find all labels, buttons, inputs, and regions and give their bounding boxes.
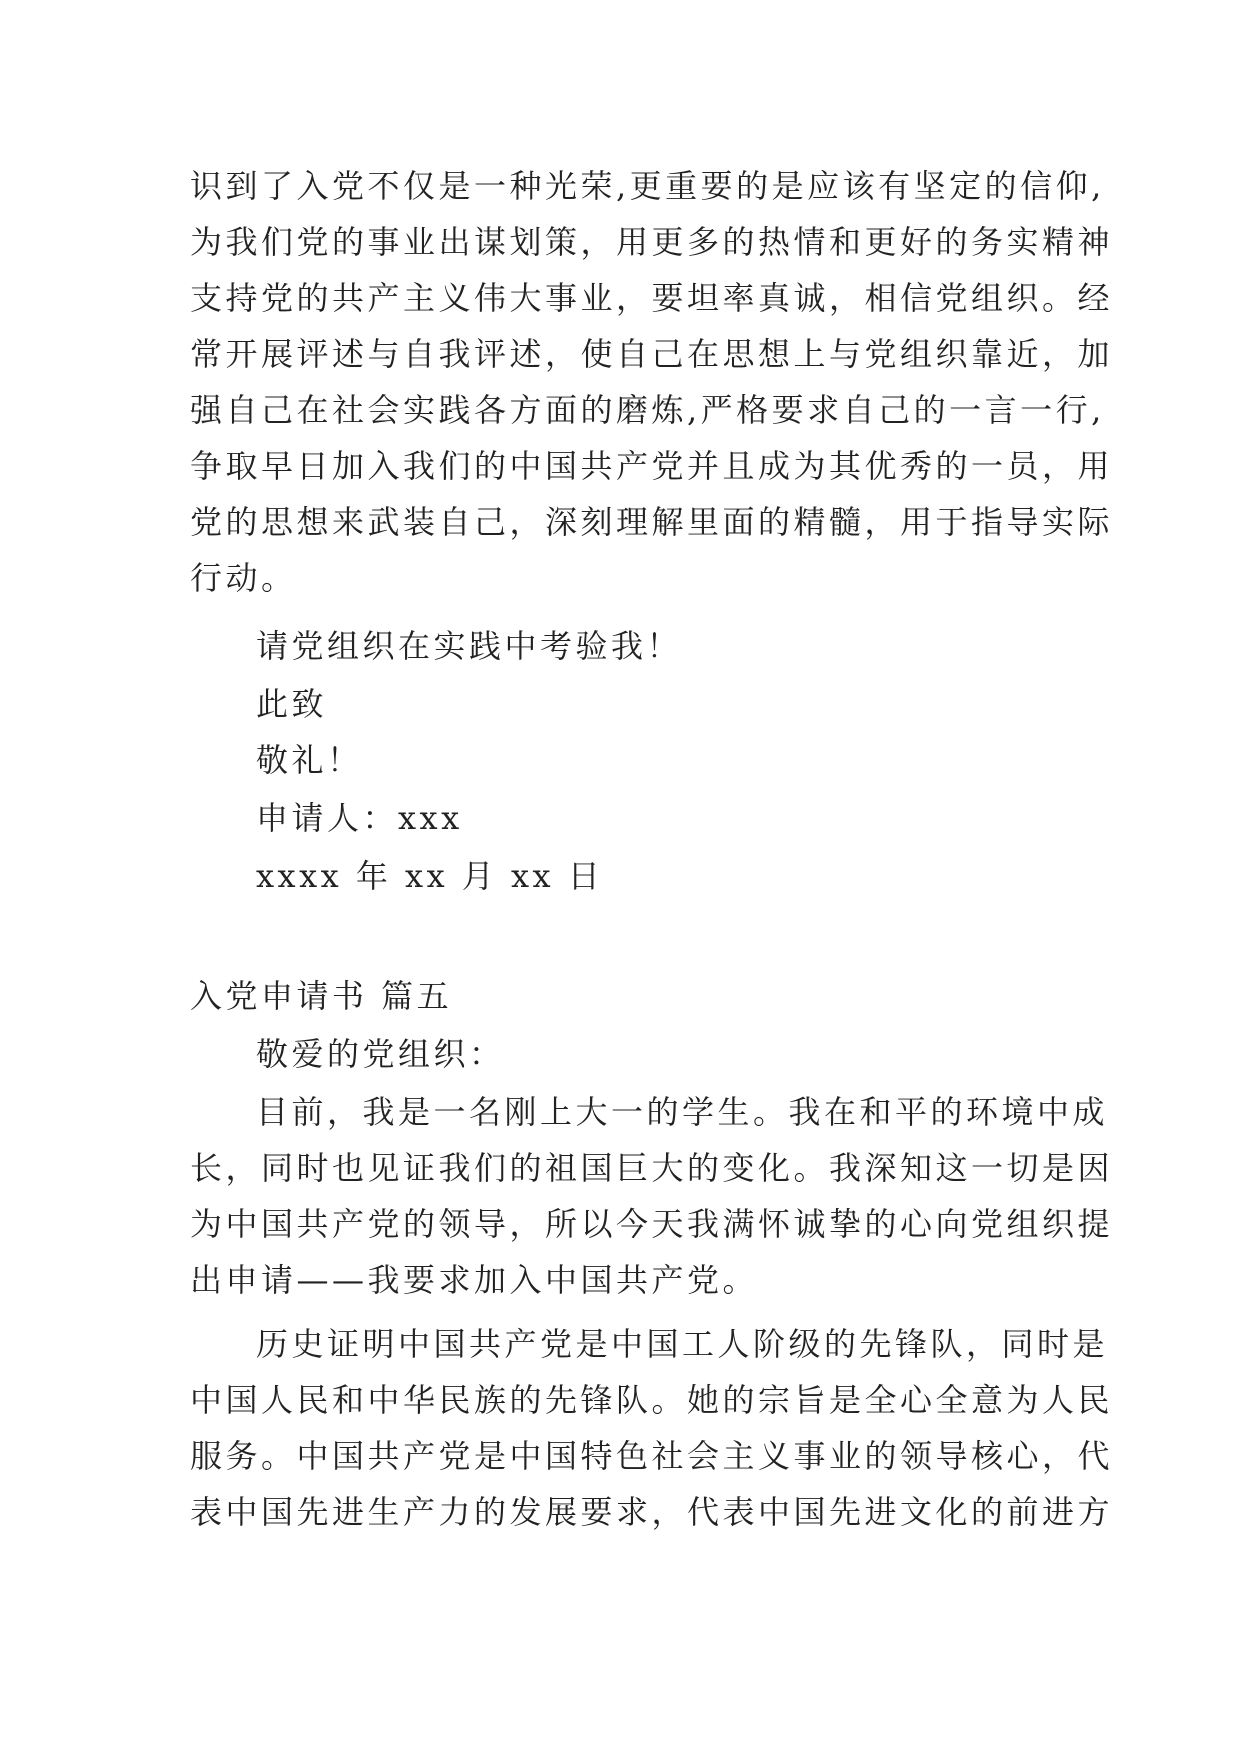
text-line: 表中国先进生产力的发展要求，代表中国先进文化的前进方 — [190, 1493, 1114, 1531]
text-line: 争取早日加入我们的中国共产党并且成为其优秀的一员，用 — [190, 447, 1114, 485]
text-line: 党的思想来武装自己，深刻理解里面的精髓，用于指导实际 — [190, 503, 1114, 541]
closing-greeting: 此致 — [256, 685, 328, 723]
text-line: 为我们党的事业出谋划策，用更多的热情和更好的务实精神 — [190, 223, 1114, 261]
application-date: xxxx 年 xx 月 xx 日 — [256, 857, 604, 895]
section-title: 入党申请书 篇五 — [190, 977, 453, 1015]
text-line: 历史证明中国共产党是中国工人阶级的先锋队，同时是 — [256, 1325, 1109, 1363]
text-line: 识到了入党不仅是一种光荣,更重要的是应该有坚定的信仰, — [190, 167, 1105, 205]
applicant-signature: 申请人：xxx — [256, 799, 463, 837]
text-line: 出申请——我要求加入中国共产党。 — [190, 1261, 759, 1299]
text-line: 目前，我是一名刚上大一的学生。我在和平的环境中成 — [256, 1093, 1109, 1131]
text-line: 中国人民和中华民族的先锋队。她的宗旨是全心全意为人民 — [190, 1381, 1114, 1419]
text-line: 常开展评述与自我评述，使自己在思想上与党组织靠近，加 — [190, 335, 1114, 373]
closing-salute: 敬礼！ — [256, 741, 363, 779]
text-line: 支持党的共产主义伟大事业，要坦率真诚，相信党组织。经 — [190, 279, 1114, 317]
text-line: 长，同时也见证我们的祖国巨大的变化。我深知这一切是因 — [190, 1149, 1114, 1187]
salutation: 敬爱的党组织： — [256, 1035, 505, 1073]
text-line: 行动。 — [190, 559, 297, 597]
closing-request: 请党组织在实践中考验我！ — [256, 627, 683, 665]
text-line: 服务。中国共产党是中国特色社会主义事业的领导核心，代 — [190, 1437, 1114, 1475]
text-line: 为中国共产党的领导，所以今天我满怀诚挚的心向党组织提 — [190, 1205, 1114, 1243]
text-line: 强自己在社会实践各方面的磨炼,严格要求自己的一言一行, — [190, 391, 1105, 429]
